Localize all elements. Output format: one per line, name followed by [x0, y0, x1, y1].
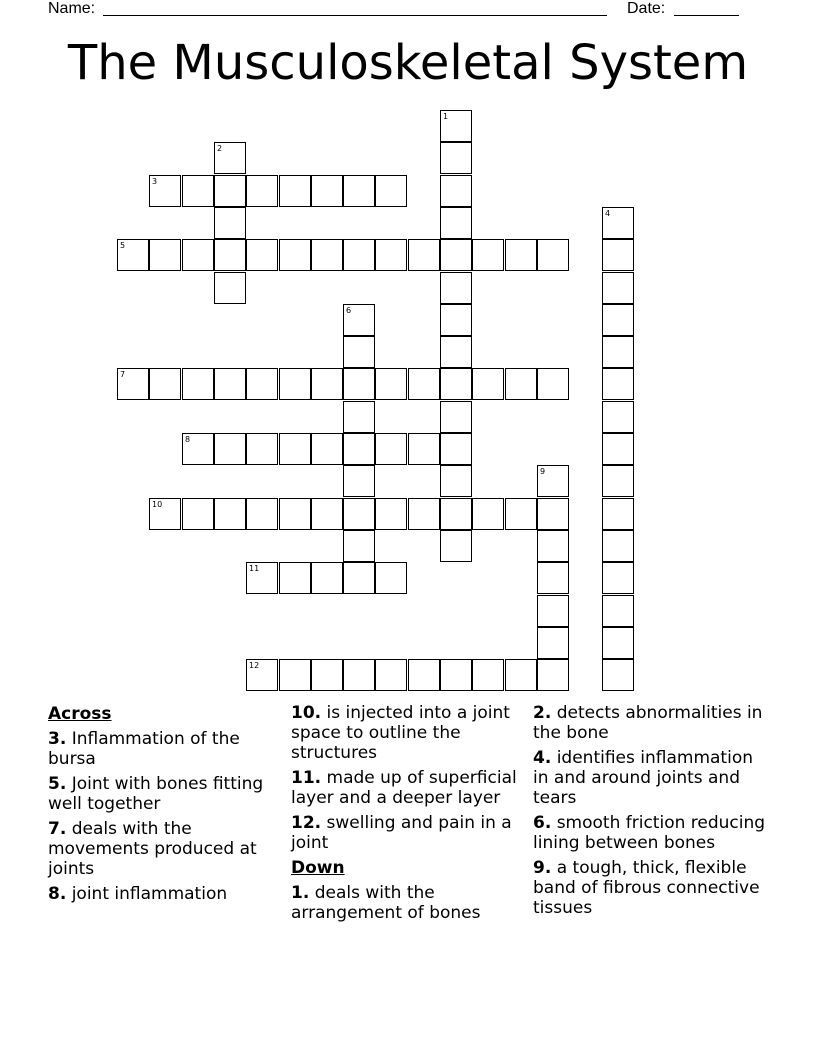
grid-cell[interactable] — [602, 530, 634, 562]
grid-cell[interactable] — [343, 175, 375, 207]
grid-cell[interactable] — [343, 336, 375, 368]
clue-down-1 — [291, 883, 526, 923]
clue-across-12 — [291, 813, 526, 853]
grid-cell[interactable] — [311, 562, 343, 594]
clue-number: 11. — [291, 768, 322, 788]
grid-cell[interactable] — [408, 498, 440, 530]
clue-number-label: 2 — [217, 144, 223, 153]
grid-cell[interactable] — [279, 659, 311, 691]
grid-cell[interactable] — [149, 368, 181, 400]
clue-number-label: 8 — [185, 435, 191, 444]
grid-cell[interactable] — [440, 530, 472, 562]
across-heading: Across — [48, 704, 112, 724]
grid-cell[interactable] — [602, 207, 634, 239]
grid-cell[interactable] — [311, 368, 343, 400]
clue-number: 5. — [48, 774, 67, 794]
grid-cell[interactable] — [214, 142, 246, 174]
grid-cell[interactable] — [375, 368, 407, 400]
clue-number: 10. — [291, 703, 322, 723]
grid-cell[interactable] — [602, 627, 634, 659]
grid-cell[interactable] — [602, 465, 634, 497]
grid-cell[interactable] — [602, 433, 634, 465]
grid-cell[interactable] — [440, 207, 472, 239]
grid-cell[interactable] — [246, 239, 278, 271]
grid-cell[interactable] — [246, 498, 278, 530]
grid-cell[interactable] — [408, 433, 440, 465]
grid-cell[interactable] — [149, 239, 181, 271]
grid-cell[interactable] — [279, 562, 311, 594]
clue-text: made up of superficial layer and a deeper layer — [291, 768, 517, 808]
grid-cell[interactable] — [214, 368, 246, 400]
name-label: Name: — [48, 0, 96, 17]
clue-number-label: 7 — [120, 370, 126, 379]
clues-column-1 — [48, 703, 278, 909]
grid-cell[interactable] — [440, 336, 472, 368]
grid-cell[interactable] — [537, 530, 569, 562]
grid-cell[interactable] — [182, 498, 214, 530]
grid-cell[interactable] — [602, 401, 634, 433]
grid-cell[interactable] — [602, 336, 634, 368]
grid-cell[interactable] — [472, 239, 504, 271]
grid-cell[interactable] — [602, 368, 634, 400]
clue-number: 12. — [291, 813, 322, 833]
grid-cell[interactable] — [375, 498, 407, 530]
clue-text: a tough, thick, flexible band of fibrous connective tissues — [533, 858, 760, 918]
clue-number-label: 3 — [152, 177, 158, 186]
grid-cell[interactable] — [472, 659, 504, 691]
grid-cell[interactable] — [149, 498, 181, 530]
grid-cell[interactable] — [279, 498, 311, 530]
clue-text: deals with the arrangement of bones — [291, 883, 481, 923]
grid-cell[interactable] — [214, 498, 246, 530]
grid-cell[interactable] — [246, 659, 278, 691]
grid-cell[interactable] — [602, 239, 634, 271]
clue-number: 3. — [48, 729, 67, 749]
grid-cell[interactable] — [440, 175, 472, 207]
clue-across-5 — [48, 774, 278, 814]
clue-number: 7. — [48, 819, 67, 839]
grid-cell[interactable] — [214, 433, 246, 465]
clue-number: 9. — [533, 858, 552, 878]
grid-cell[interactable] — [246, 433, 278, 465]
grid-cell[interactable] — [343, 368, 375, 400]
grid-cell[interactable] — [537, 562, 569, 594]
clue-number: 8. — [48, 884, 67, 904]
clue-number: 6. — [533, 813, 552, 833]
grid-cell[interactable] — [246, 368, 278, 400]
clue-text: Inflammation of the bursa — [48, 729, 240, 769]
grid-cell[interactable] — [343, 530, 375, 562]
grid-cell[interactable] — [408, 659, 440, 691]
clue-number-label: 11 — [249, 564, 260, 573]
date-label: Date: — [627, 0, 666, 17]
clues-column-2 — [291, 703, 526, 928]
grid-cell[interactable] — [375, 433, 407, 465]
grid-cell[interactable] — [311, 239, 343, 271]
grid-cell[interactable] — [537, 239, 569, 271]
grid-cell[interactable] — [311, 433, 343, 465]
clue-down-6 — [533, 813, 773, 853]
clue-across-3 — [48, 729, 278, 769]
grid-cell[interactable] — [472, 368, 504, 400]
grid-cell[interactable] — [343, 498, 375, 530]
grid-cell[interactable] — [537, 498, 569, 530]
grid-cell[interactable] — [408, 239, 440, 271]
grid-cell[interactable] — [214, 207, 246, 239]
grid-cell[interactable] — [537, 368, 569, 400]
grid-cell[interactable] — [182, 175, 214, 207]
grid-cell[interactable] — [505, 239, 537, 271]
grid-cell[interactable] — [537, 659, 569, 691]
clue-number-label: 4 — [605, 209, 611, 218]
grid-cell[interactable] — [440, 498, 472, 530]
clue-down-9 — [533, 858, 773, 918]
grid-cell[interactable] — [182, 433, 214, 465]
clue-text: swelling and pain in a joint — [291, 813, 512, 853]
clue-across-7 — [48, 819, 278, 879]
grid-cell[interactable] — [440, 110, 472, 142]
grid-cell[interactable] — [375, 239, 407, 271]
grid-cell[interactable] — [602, 659, 634, 691]
grid-cell[interactable] — [311, 175, 343, 207]
clue-number-label: 10 — [152, 500, 163, 509]
grid-cell[interactable] — [440, 239, 472, 271]
grid-cell[interactable] — [440, 304, 472, 336]
grid-cell[interactable] — [214, 239, 246, 271]
grid-cell[interactable] — [440, 272, 472, 304]
grid-cell[interactable] — [537, 595, 569, 627]
clue-number-label: 12 — [249, 661, 260, 670]
grid-cell[interactable] — [246, 175, 278, 207]
grid-cell[interactable] — [375, 659, 407, 691]
grid-cell[interactable] — [602, 498, 634, 530]
grid-cell[interactable] — [440, 401, 472, 433]
grid-cell[interactable] — [440, 465, 472, 497]
grid-cell[interactable] — [279, 175, 311, 207]
grid-cell[interactable] — [343, 401, 375, 433]
grid-cell[interactable] — [472, 498, 504, 530]
grid-cell[interactable] — [117, 239, 149, 271]
grid-cell[interactable] — [343, 304, 375, 336]
grid-cell[interactable] — [440, 142, 472, 174]
grid-cell[interactable] — [279, 368, 311, 400]
grid-cell[interactable] — [343, 659, 375, 691]
clue-across-10 — [291, 703, 526, 763]
grid-cell[interactable] — [311, 659, 343, 691]
grid-cell[interactable] — [602, 304, 634, 336]
clue-number: 1. — [291, 883, 310, 903]
clue-number-label: 5 — [120, 241, 126, 250]
grid-cell[interactable] — [602, 272, 634, 304]
grid-cell[interactable] — [343, 562, 375, 594]
grid-cell[interactable] — [214, 175, 246, 207]
grid-cell[interactable] — [279, 239, 311, 271]
grid-cell[interactable] — [537, 465, 569, 497]
grid-cell[interactable] — [408, 368, 440, 400]
grid-cell[interactable] — [440, 433, 472, 465]
clue-across-11 — [291, 768, 526, 808]
clue-text: deals with the movements produced at joints — [48, 819, 257, 879]
grid-cell[interactable] — [505, 368, 537, 400]
clue-across-8 — [48, 884, 278, 904]
clue-number: 4. — [533, 748, 552, 768]
grid-cell[interactable] — [149, 175, 181, 207]
grid-cell[interactable] — [375, 562, 407, 594]
clue-text: is injected into a joint space to outline the structures — [291, 703, 510, 763]
grid-cell[interactable] — [343, 239, 375, 271]
grid-cell[interactable] — [214, 272, 246, 304]
clue-number-label: 1 — [443, 112, 449, 121]
grid-cell[interactable] — [505, 659, 537, 691]
grid-cell[interactable] — [375, 175, 407, 207]
grid-cell[interactable] — [117, 368, 149, 400]
grid-cell[interactable] — [246, 562, 278, 594]
down-heading: Down — [291, 858, 345, 878]
clue-text: joint inflammation — [66, 884, 228, 904]
grid-cell[interactable] — [279, 433, 311, 465]
grid-cell[interactable] — [182, 368, 214, 400]
clue-down-2 — [533, 703, 773, 743]
clue-text: identifies inflammation in and around joints and tears — [533, 748, 753, 808]
grid-cell[interactable] — [440, 659, 472, 691]
grid-cell[interactable] — [343, 465, 375, 497]
grid-cell[interactable] — [602, 562, 634, 594]
clue-number-label: 9 — [540, 467, 546, 476]
grid-cell[interactable] — [602, 595, 634, 627]
clue-text: smooth friction reducing lining between bones — [533, 813, 766, 853]
grid-cell[interactable] — [537, 627, 569, 659]
grid-cell[interactable] — [440, 368, 472, 400]
grid-cell[interactable] — [182, 239, 214, 271]
grid-cell[interactable] — [343, 433, 375, 465]
grid-cell[interactable] — [505, 498, 537, 530]
clue-text: detects abnormalities in the bone — [533, 703, 763, 743]
page-title: The Musculoskeletal System — [67, 35, 749, 91]
clue-number: 2. — [533, 703, 552, 723]
clue-down-4 — [533, 748, 773, 808]
clue-number-label: 6 — [346, 306, 352, 315]
clues-column-3 — [533, 703, 773, 923]
clue-text: Joint with bones fitting well together — [48, 774, 264, 814]
grid-cell[interactable] — [311, 498, 343, 530]
